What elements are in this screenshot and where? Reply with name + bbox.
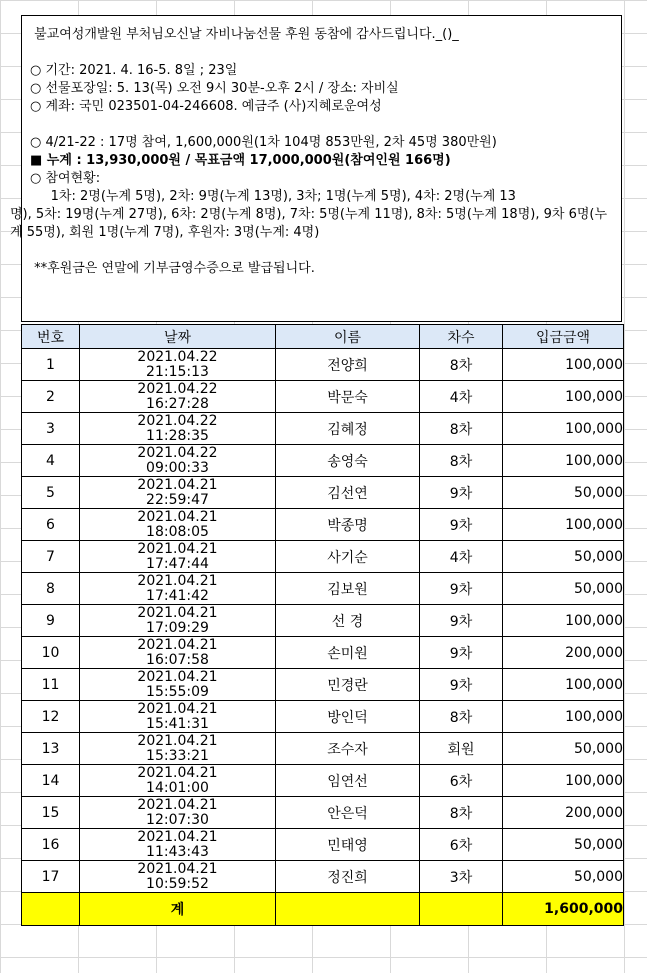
cell-name[interactable]: 민태영 [276, 829, 420, 861]
cell-date-day: 2021.04.21 [137, 828, 218, 845]
cell-amount[interactable]: 100,000 [503, 349, 624, 381]
cell-date-day: 2021.04.22 [137, 348, 218, 365]
notice-status-rest: 명), 5차: 19명(누계 27명), 6차: 2명(누계 8명), 7차: 5명(누계 11명), 8차: 5명(누계 18명), 9차 6명(누계 55명), 회원 1명(누계 7명), 후원자: 3명(누계: 4명) [10, 207, 608, 240]
cell-number[interactable]: 13 [22, 733, 80, 765]
cell-name[interactable]: 박종명 [276, 509, 420, 541]
cell-date[interactable] [80, 477, 276, 509]
table-row [22, 477, 624, 509]
cell-date-day: 2021.04.22 [137, 444, 218, 461]
cell-amount[interactable]: 100,000 [503, 669, 624, 701]
cell-name[interactable]: 안은덕 [276, 797, 420, 829]
cell-date[interactable] [80, 765, 276, 797]
cell-date-time: 15:33:21 [146, 747, 209, 764]
cell-name[interactable]: 선 경 [276, 605, 420, 637]
cell-number[interactable]: 2 [22, 381, 80, 413]
cell-name[interactable]: 전양희 [276, 349, 420, 381]
cell-number[interactable]: 7 [22, 541, 80, 573]
cell-round[interactable]: 3차 [420, 861, 503, 893]
table-row [22, 669, 624, 701]
cell-name[interactable]: 손미원 [276, 637, 420, 669]
table-header-row [22, 325, 624, 349]
cell-name[interactable]: 임연선 [276, 765, 420, 797]
cell-date-time: 17:09:29 [146, 619, 209, 636]
cell-date-day: 2021.04.21 [137, 476, 218, 493]
cell-name[interactable]: 정진희 [276, 861, 420, 893]
cell-date-time: 11:28:35 [146, 427, 209, 444]
header-amount[interactable]: 입금금액 [503, 325, 624, 349]
cell-number[interactable]: 4 [22, 445, 80, 477]
cell-round[interactable]: 9차 [420, 605, 503, 637]
total-row [22, 893, 624, 926]
cell-number[interactable]: 3 [22, 413, 80, 445]
cell-date-day: 2021.04.21 [137, 700, 218, 717]
notice-account: ○ 계좌: 국민 023501-04-246608. 예금주 (사)지혜로운여성 [30, 99, 382, 114]
cell-amount[interactable]: 100,000 [503, 605, 624, 637]
donation-table [21, 324, 624, 926]
cell-round[interactable]: 9차 [420, 669, 503, 701]
cell-date[interactable] [80, 413, 276, 445]
total-blank-cell[interactable] [276, 893, 420, 926]
cell-number[interactable]: 16 [22, 829, 80, 861]
cell-round[interactable]: 6차 [420, 765, 503, 797]
notice-receipt: **후원금은 연말에 기부금영수증으로 발급됩니다. [30, 261, 315, 276]
notice-daily: ○ 4/21-22 : 17명 참여, 1,600,000원(1차 104명 853만원, 2차 45명 380만원) [30, 135, 497, 150]
cell-round[interactable]: 8차 [420, 445, 503, 477]
cell-date-time: 21:15:13 [146, 363, 209, 380]
cell-date-day: 2021.04.22 [137, 380, 218, 397]
cell-date-time: 15:55:09 [146, 683, 209, 700]
cell-date-day: 2021.04.21 [137, 796, 218, 813]
cell-name[interactable]: 방인덕 [276, 701, 420, 733]
cell-number[interactable]: 1 [22, 349, 80, 381]
cell-number[interactable]: 10 [22, 637, 80, 669]
cell-number[interactable]: 12 [22, 701, 80, 733]
cell-amount[interactable]: 50,000 [503, 573, 624, 605]
cell-date-time: 16:07:58 [146, 651, 209, 668]
cell-name[interactable]: 박문숙 [276, 381, 420, 413]
table-row [22, 733, 624, 765]
cell-name[interactable]: 송영숙 [276, 445, 420, 477]
cell-date-day: 2021.04.21 [137, 764, 218, 781]
notice-status-first: 1차: 2명(누계 5명), 2차: 9명(누계 13명), 3차; 1명(누계 5명), 4차: 2명(누계 13 [30, 189, 516, 204]
cell-number[interactable]: 11 [22, 669, 80, 701]
header-round[interactable]: 차수 [420, 325, 503, 349]
cell-date[interactable] [80, 861, 276, 893]
cell-round[interactable]: 8차 [420, 349, 503, 381]
cell-amount[interactable]: 200,000 [503, 797, 624, 829]
cell-number[interactable]: 6 [22, 509, 80, 541]
notice-status-title: ○ 참여현황: [30, 171, 101, 186]
cell-round[interactable]: 8차 [420, 701, 503, 733]
table-row [22, 381, 624, 413]
cell-date-time: 18:08:05 [146, 523, 209, 540]
cell-date[interactable] [80, 701, 276, 733]
cell-round[interactable]: 9차 [420, 509, 503, 541]
cell-date-time: 14:01:00 [146, 779, 209, 796]
notice-cumulative: ■ 누계 : 13,930,000원 / 목표금액 17,000,000원(참여인원 166명) [30, 153, 451, 168]
cell-date-time: 09:00:33 [146, 459, 209, 476]
cell-number[interactable]: 9 [22, 605, 80, 637]
cell-name[interactable]: 김보원 [276, 573, 420, 605]
table-row [22, 797, 624, 829]
cell-amount[interactable]: 50,000 [503, 541, 624, 573]
cell-date-day: 2021.04.21 [137, 604, 218, 621]
cell-name[interactable]: 사기순 [276, 541, 420, 573]
cell-date-day: 2021.04.21 [137, 508, 218, 525]
cell-date-time: 16:27:28 [146, 395, 209, 412]
notice-title: 불교여성개발원 부처님오신날 자비나눔선물 후원 동참에 감사드립니다._()_ [30, 27, 459, 42]
cell-date-time: 15:41:31 [146, 715, 209, 732]
cell-round[interactable]: 8차 [420, 797, 503, 829]
table-row [22, 349, 624, 381]
cell-date-day: 2021.04.21 [137, 636, 218, 653]
total-label[interactable]: 계 [80, 893, 276, 926]
cell-date-day: 2021.04.22 [137, 412, 218, 429]
notice-period: ○ 기간: 2021. 4. 16-5. 8일 ; 23일 [30, 63, 238, 78]
cell-date[interactable] [80, 669, 276, 701]
cell-round[interactable]: 8차 [420, 413, 503, 445]
cell-date-time: 17:47:44 [146, 555, 209, 572]
table-row [22, 605, 624, 637]
cell-date-time: 17:41:42 [146, 587, 209, 604]
table-row [22, 829, 624, 861]
cell-date-day: 2021.04.21 [137, 540, 218, 557]
cell-number[interactable]: 14 [22, 765, 80, 797]
table-row [22, 541, 624, 573]
cell-amount[interactable]: 100,000 [503, 765, 624, 797]
cell-round[interactable]: 회원 [420, 733, 503, 765]
cell-name[interactable]: 민경란 [276, 669, 420, 701]
cell-date[interactable] [80, 349, 276, 381]
cell-round[interactable]: 9차 [420, 477, 503, 509]
cell-date[interactable] [80, 829, 276, 861]
cell-date[interactable] [80, 509, 276, 541]
table-row [22, 637, 624, 669]
header-date[interactable]: 날짜 [80, 325, 276, 349]
cell-number[interactable]: 15 [22, 797, 80, 829]
header-name[interactable]: 이름 [276, 325, 420, 349]
cell-date-day: 2021.04.21 [137, 572, 218, 589]
cell-date[interactable] [80, 605, 276, 637]
cell-date[interactable] [80, 445, 276, 477]
cell-round[interactable]: 9차 [420, 637, 503, 669]
cell-amount[interactable]: 50,000 [503, 829, 624, 861]
cell-name[interactable]: 김선연 [276, 477, 420, 509]
cell-date[interactable] [80, 573, 276, 605]
table-row [22, 573, 624, 605]
cell-amount[interactable]: 200,000 [503, 637, 624, 669]
cell-number[interactable]: 17 [22, 861, 80, 893]
cell-number[interactable]: 8 [22, 573, 80, 605]
table-row [22, 861, 624, 893]
cell-name[interactable]: 조수자 [276, 733, 420, 765]
cell-amount[interactable]: 100,000 [503, 445, 624, 477]
total-blank-cell[interactable] [420, 893, 503, 926]
cell-round[interactable]: 6차 [420, 829, 503, 861]
cell-number[interactable]: 5 [22, 477, 80, 509]
notice-box [10, 15, 622, 322]
cell-date-time: 11:43:43 [146, 843, 209, 860]
cell-date[interactable] [80, 637, 276, 669]
cell-date-time: 22:59:47 [146, 491, 209, 508]
table-row [22, 509, 624, 541]
cell-date-day: 2021.04.21 [137, 860, 218, 877]
cell-date-time: 12:07:30 [146, 811, 209, 828]
cell-date-day: 2021.04.21 [137, 732, 218, 749]
cell-amount[interactable]: 100,000 [503, 509, 624, 541]
total-amount[interactable]: 1,600,000 [503, 893, 624, 926]
table-row [22, 413, 624, 445]
notice-packing: ○ 선물포장일: 5. 13(목) 오전 9시 30분-오후 2시 / 장소: 자비실 [30, 81, 399, 96]
table-row [22, 701, 624, 733]
cell-amount[interactable]: 100,000 [503, 413, 624, 445]
table-row [22, 445, 624, 477]
cell-amount[interactable]: 50,000 [503, 861, 624, 893]
total-blank-cell[interactable] [22, 893, 80, 926]
cell-name[interactable]: 김혜정 [276, 413, 420, 445]
cell-date[interactable] [80, 733, 276, 765]
cell-amount[interactable]: 100,000 [503, 381, 624, 413]
cell-round[interactable]: 4차 [420, 381, 503, 413]
cell-date[interactable] [80, 797, 276, 829]
table-row [22, 765, 624, 797]
cell-amount[interactable]: 50,000 [503, 733, 624, 765]
cell-round[interactable]: 9차 [420, 573, 503, 605]
cell-amount[interactable]: 100,000 [503, 701, 624, 733]
cell-round[interactable]: 4차 [420, 541, 503, 573]
header-number[interactable]: 번호 [22, 325, 80, 349]
cell-date[interactable] [80, 541, 276, 573]
cell-date[interactable] [80, 381, 276, 413]
cell-date-time: 10:59:52 [146, 875, 209, 892]
cell-date-day: 2021.04.21 [137, 668, 218, 685]
cell-amount[interactable]: 50,000 [503, 477, 624, 509]
